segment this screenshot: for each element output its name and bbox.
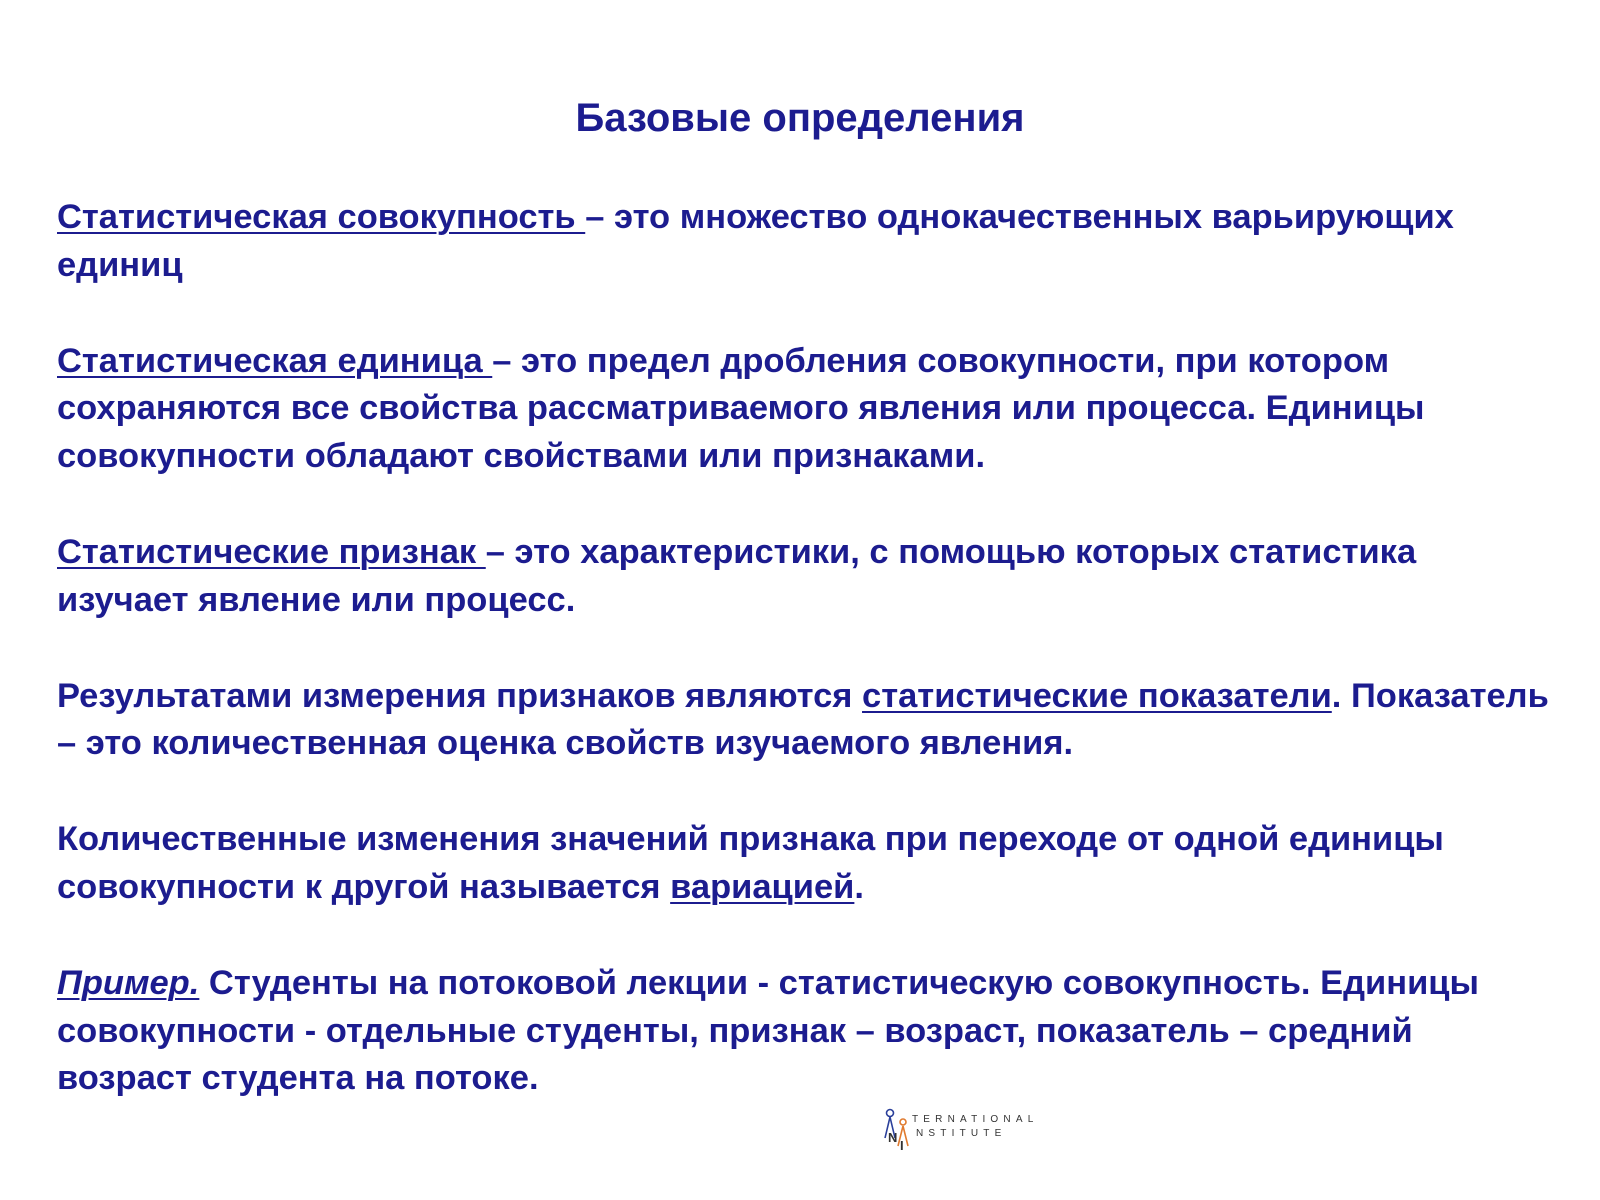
definition-unit-text: – это предел дробления совокупности, при котором сохраняются все свойства рассматриваемого явления или процесса. Единицы совокупности обладают свойствами или признаками. [57,341,1425,476]
definition-variation-text-after: . [854,867,864,906]
term-statistical-indicators: статистические показатели [862,676,1332,715]
logo-letter-i: I [900,1138,904,1153]
definition-variation-text-before: Количественные изменения значений признака при переходе от одной единицы совокупности к другой называется [57,820,1444,906]
term-example: Пример. [57,963,200,1002]
example-text: Студенты на потоковой лекции - статистическую совокупность. Единицы совокупности - отдельные студенты, признак – возраст, показатель – средний возраст студента на потоке. [57,963,1479,1098]
definition-attribute-text: – это характеристики, с помощью которых статистика изучает явление или процесс. [57,532,1417,619]
slide-content [57,194,1557,1151]
institute-logo [884,1108,1054,1162]
logo-letter-n: N [888,1130,898,1145]
definition-unit [57,338,1557,481]
term-statistical-attribute: Статистические признак [57,532,486,571]
definition-indicators [57,673,1557,769]
term-variation: вариацией [670,867,855,906]
logo-line-institute: NSTITUTE [916,1128,1007,1139]
term-statistical-population: Статистическая совокупность [57,198,586,236]
definition-population [57,194,1557,290]
definition-indicators-text-before: Результатами измерения признаков являются [57,676,863,715]
logo-line-international: TERNATIONAL [912,1114,1039,1125]
definition-population-text: – это множество однокачественных варьирующих единиц [57,198,1454,284]
term-statistical-unit: Статистическая единица [57,341,493,380]
definition-attribute [57,529,1557,625]
definition-indicators-text-after: . Показатель – это количественная оценка свойств изучаемого явления. [57,676,1549,763]
example-paragraph [57,960,1557,1103]
slide-title: Базовые определения [575,96,1025,140]
definition-variation [57,816,1557,912]
